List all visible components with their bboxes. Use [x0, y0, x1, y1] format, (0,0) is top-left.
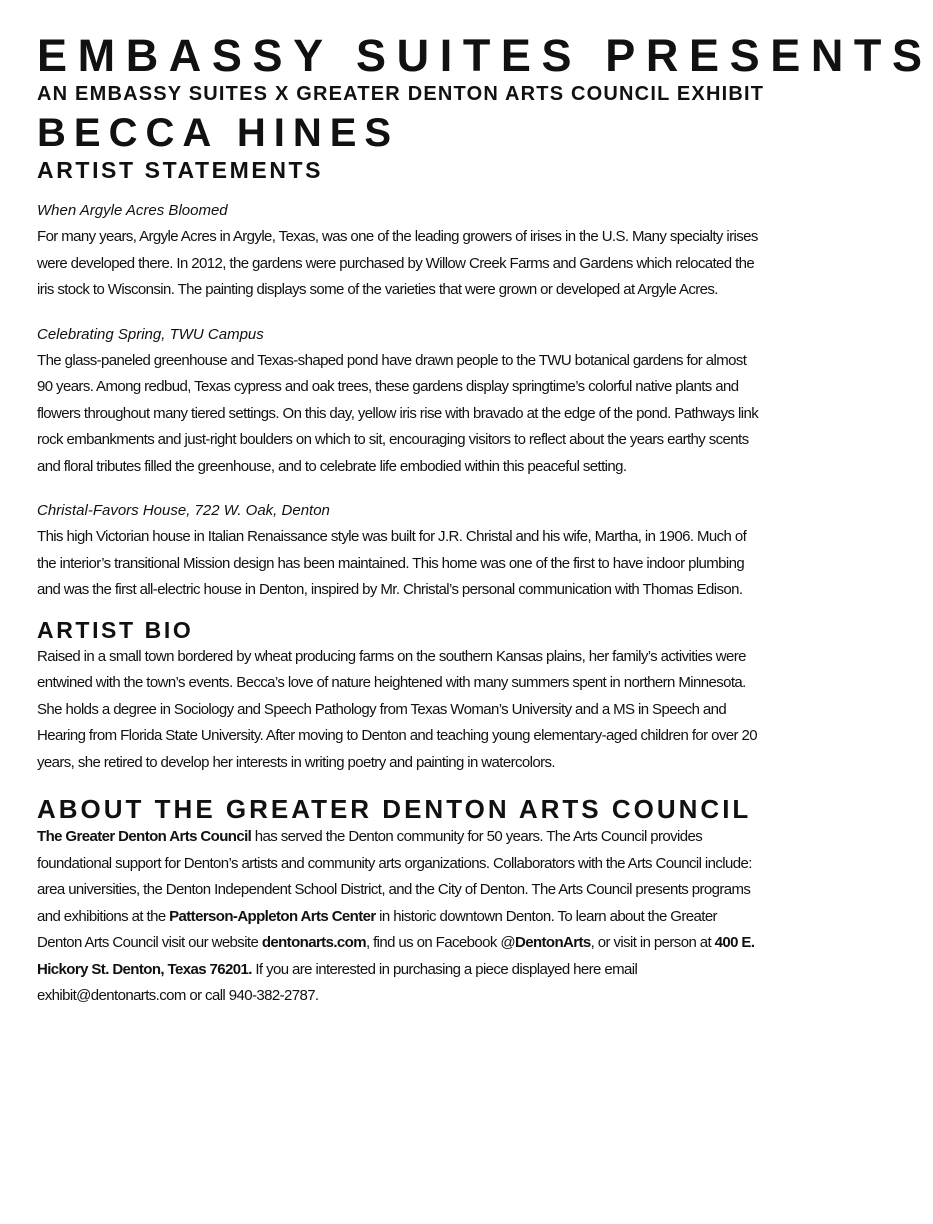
- about-body: [37, 824, 763, 1010]
- about-text: If you are interested in purchasing a piece displayed here email exhibit@dentonarts.com or call 940-382-2787.: [37, 960, 638, 1004]
- bio-body: Raised in a small town bordered by wheat producing farms on the southern Kansas plains, her family’s activities were entwined with the town’s events. Becca’s love of nature heightened with many summers spent in northern Minnesota. She holds a degree in Sociology and Speech Pathology from Texas Woman’s University and a MS in Speech and Hearing from Florida State University. After moving to Denton and teaching young elementary-aged children for over 20 years, she retired to develop her interests in writing poetry and painting in watercolors.: [37, 647, 757, 771]
- arts-center-name: Patterson-Appleton Arts Center: [169, 907, 376, 925]
- statement-2: [37, 322, 763, 481]
- statement-title: Celebrating Spring, TWU Campus: [37, 325, 264, 343]
- artist-name: BECCA HINES: [37, 111, 400, 155]
- about-text: in historic downtown Denton. To learn about the Greater Denton Arts Council visit our website: [37, 907, 717, 951]
- statement-title: Christal-Favors House, 722 W. Oak, Denton: [37, 502, 330, 519]
- address: 400 E. Hickory St. Denton, Texas 76201.: [37, 934, 755, 978]
- page-title: EMBASSY SUITES PRESENTS: [37, 30, 933, 81]
- about-text: has served the Denton community for 50 years. The Arts Council provides foundational support for Denton’s artists and community arts organizations. Collaborators with the Arts Council include: area universities, the Denton Independent School District, and the City of Denton. The Arts Council presents programs and exhibitions at the: [37, 828, 752, 925]
- statement-body: The glass-paneled greenhouse and Texas-shaped pond have drawn people to the TWU botanical gardens for almost 90 years. Among redbud, Texas cypress and oak trees, these gardens display springtime’s colorful native plants and flowers throughout many tiered settings. On this day, yellow iris rise with bravado at the edge of the pond. Pathways link rock embankments and just-right boulders on which to sit, encouraging visitors to reflect about the years earthy scents and floral tributes filled the greenhouse, and to celebrate life embodied within this peaceful setting.: [37, 351, 759, 475]
- statement-body: This high Victorian house in Italian Renaissance style was built for J.R. Christal and his wife, Martha, in 1906. Much of the interior’s transitional Mission design has been maintained. This home was one of the first to have indoor plumbing and was the first all-electric house in Denton, inspired by Mr. Christal’s personal communication with Thomas Edison.: [37, 528, 747, 598]
- about-text: , or visit in person at: [590, 934, 715, 951]
- bio-heading: ARTIST BIO: [37, 616, 194, 643]
- exhibit-subtitle: AN EMBASSY SUITES X GREATER DENTON ARTS COUNCIL EXHIBIT: [37, 83, 765, 105]
- website-link[interactable]: dentonarts.com: [261, 934, 366, 951]
- org-name: The Greater Denton Arts Council: [37, 828, 252, 845]
- statement-1: [37, 198, 763, 304]
- about-heading: ABOUT THE GREATER DENTON ARTS COUNCIL: [37, 794, 752, 824]
- statement-title: When Argyle Acres Bloomed: [37, 202, 228, 219]
- facebook-handle[interactable]: DentonArts: [514, 934, 591, 951]
- statements-heading: ARTIST STATEMENTS: [37, 157, 324, 183]
- document-page: [37, 30, 933, 1010]
- about-text: , find us on Facebook @: [365, 934, 515, 951]
- statement-3: [37, 498, 763, 604]
- statement-body: For many years, Argyle Acres in Argyle, Texas, was one of the leading growers of irises in the U.S. Many specialty irises were developed there. In 2012, the gardens were purchased by Willow Creek Farms and Gardens which relocated the iris stock to Wisconsin. The painting displays some of the varieties that were grown or developed at Argyle Acres.: [37, 228, 758, 298]
